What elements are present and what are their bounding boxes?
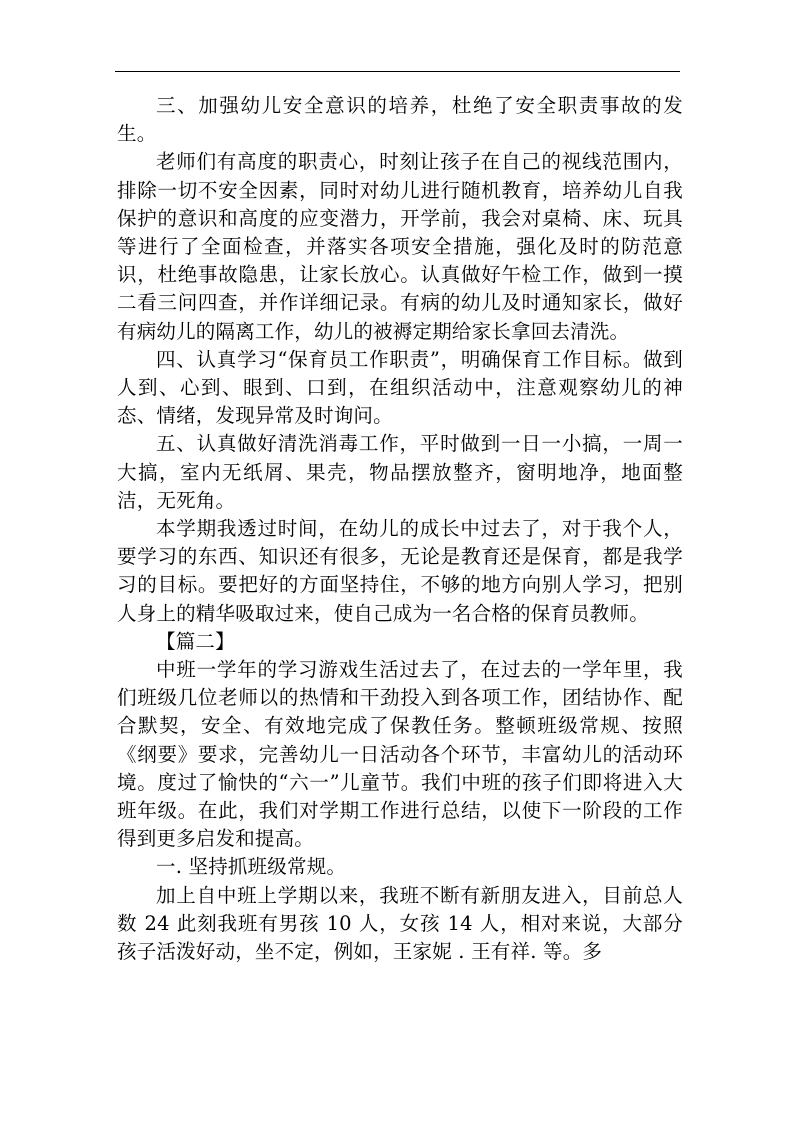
paragraph-section-three-heading: 三、加强幼儿安全意识的培养，杜绝了安全职责事故的发生。 bbox=[117, 94, 683, 146]
header-rule bbox=[115, 71, 680, 72]
section-heading-part-two: 【篇二】 bbox=[156, 629, 235, 653]
paragraph-section-five: 五、认真做好清洗消毒工作，平时做到一日一小搞，一周一大搞，室内无纸屑、果壳，物品摆放整齐，窗明地净，地面整洁，无死角。 bbox=[117, 432, 683, 512]
document-body bbox=[117, 92, 683, 966]
paragraph-class-routine-heading: 一. 坚持抓班级常规。 bbox=[156, 855, 347, 879]
paragraph-semester-summary: 本学期我透过时间，在幼儿的成长中过去了，对于我个人，要学习的东西、知识还有很多，无论是教育还是保育，都是我学习的目标。要把好的方面坚持住，不够的地方向别人学习，把别人身上的精华吸取过来，使自己成为一名合格的保育员教师。 bbox=[117, 517, 683, 625]
paragraph-part-two-intro: 中班一学年的学习游戏生活过去了，在过去的一学年里，我们班级几位老师以的热情和干劲投入到各项工作，团结协作、配合默契，安全、有效地完成了保教任务。整顿班级常规、按照《纲要》要求，完善幼儿一日活动各个环节，丰富幼儿的活动环境。度过了愉快的“六一”儿童节。我们中班的孩子们即将进入大班年级。在此，我们对学期工作进行总结，以使下一阶段的工作得到更多启发和提高。 bbox=[117, 658, 683, 851]
paragraph-section-four: 四、认真学习“保育员工作职责”，明确保育工作目标。做到人到、心到、眼到、口到，在组织活动中，注意观察幼儿的神态、情绪，发现异常及时询问。 bbox=[117, 347, 683, 428]
paragraph-class-routine-details: 加上自中班上学期以来，我班不断有新朋友进入，目前总人数 24 此刻我班有男孩 10 人，女孩 14 人，相对来说，大部分孩子活泼好动，坐不定，例如，王家妮 . 王有祥. 等。多 bbox=[117, 883, 683, 964]
paragraph-safety-details: 老师们有高度的职责心，时刻让孩子在自己的视线范围内，排除一切不安全因素，同时对幼儿进行随机教育，培养幼儿自我保护的意识和高度的应变潜力，开学前，我会对桌椅、床、玩具等进行了全面检查，并落实各项安全措施，强化及时的防范意识，杜绝事故隐患，让家长放心。认真做好午检工作，做到一摸二看三问四查，并作详细记录。有病的幼儿及时通知家长，做好有病幼儿的隔离工作，幼儿的被褥定期给家长拿回去清洗。 bbox=[117, 150, 683, 343]
